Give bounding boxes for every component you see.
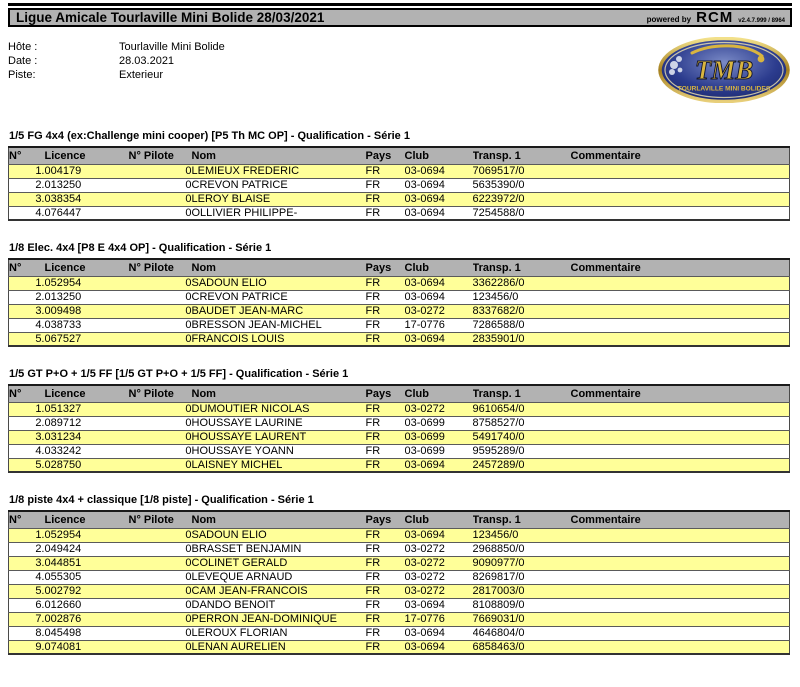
column-header-transp: Transp. 1 <box>473 259 571 276</box>
cell-transp: 2968850/0 <box>472 543 525 555</box>
cell-n: 2. <box>35 179 45 191</box>
cell-commentaire <box>571 556 790 570</box>
cell-transp: 123456/0 <box>472 529 519 541</box>
cell-licence: 051327 <box>44 403 82 415</box>
cell-n: 2. <box>35 543 45 555</box>
qualification-section <box>8 242 792 347</box>
cell-n: 3. <box>35 557 45 569</box>
host-value: Tourlaville Mini Bolide <box>119 41 225 53</box>
cell-pays: FR <box>365 543 381 555</box>
cell-commentaire <box>571 276 790 290</box>
cell-commentaire <box>571 192 790 206</box>
cell-licence: 052954 <box>44 277 82 289</box>
cell-club: 03-0699 <box>404 445 445 457</box>
cell-licence: 089712 <box>44 417 82 429</box>
logo-subtitle: TOURLAVILLE MINI BOLIDES <box>677 85 771 93</box>
top-rule <box>8 3 792 6</box>
cell-club: 03-0699 <box>404 417 445 429</box>
cell-commentaire <box>571 178 790 192</box>
cell-club: 17-0776 <box>404 319 445 331</box>
cell-licence: 044851 <box>44 557 82 569</box>
cell-pays: FR <box>365 445 381 457</box>
cell-commentaire <box>571 318 790 332</box>
cell-pilote: 0 <box>185 458 192 471</box>
cell-pays: FR <box>365 206 381 219</box>
cell-licence: 049424 <box>44 543 82 555</box>
cell-licence: 038733 <box>44 319 82 331</box>
table-row <box>9 444 790 458</box>
cell-nom: DUMOUTIER NICOLAS <box>191 403 310 415</box>
cell-n: 1. <box>35 277 45 289</box>
table-row <box>9 584 790 598</box>
cell-nom: HOUSSAYE LAURENT <box>191 431 307 443</box>
column-header-commentaire: Commentaire <box>571 147 790 164</box>
table-row <box>9 304 790 318</box>
column-header-commentaire: Commentaire <box>571 385 790 402</box>
column-header-pilote: N° Pilote <box>129 259 192 276</box>
cell-licence: 067527 <box>44 332 82 345</box>
cell-licence: 074081 <box>44 640 82 653</box>
column-header-nom: Nom <box>192 147 366 164</box>
cell-n: 4. <box>35 319 45 331</box>
cell-transp: 4646804/0 <box>472 627 525 639</box>
cell-pays: FR <box>365 277 381 289</box>
cell-nom: LENAN AURELIEN <box>191 640 286 653</box>
cell-pilote: 0 <box>185 571 192 583</box>
cell-commentaire <box>571 542 790 556</box>
cell-commentaire <box>571 402 790 416</box>
cell-nom: HOUSSAYE LAURINE <box>191 417 303 429</box>
cell-n: 4. <box>35 445 45 457</box>
cell-nom: FRANCOIS LOUIS <box>191 332 285 345</box>
cell-n: 2. <box>35 417 45 429</box>
cell-commentaire <box>571 640 790 654</box>
cell-pilote: 0 <box>185 557 192 569</box>
cell-licence: 033242 <box>44 445 82 457</box>
cell-club: 03-0272 <box>404 557 445 569</box>
cell-pilote: 0 <box>185 319 192 331</box>
cell-pays: FR <box>365 458 381 471</box>
cell-pilote: 0 <box>185 543 192 555</box>
table-row <box>9 640 790 654</box>
cell-licence: 002792 <box>44 585 82 597</box>
column-header-transp: Transp. 1 <box>473 147 571 164</box>
cell-club: 17-0776 <box>404 613 445 625</box>
entry-table <box>8 258 790 347</box>
cell-commentaire <box>571 332 790 346</box>
cell-n: 2. <box>35 291 45 303</box>
cell-transp: 7254588/0 <box>472 206 525 219</box>
cell-club: 03-0694 <box>404 291 445 303</box>
cell-transp: 9090977/0 <box>472 557 525 569</box>
column-header-pilote: N° Pilote <box>129 511 192 528</box>
logo-initials: TMB <box>694 55 754 85</box>
cell-pilote: 0 <box>185 417 192 429</box>
cell-club: 03-0272 <box>404 403 445 415</box>
column-header-club: Club <box>405 147 473 164</box>
column-header-pilote: N° Pilote <box>129 147 192 164</box>
column-header-n: N° <box>9 511 45 528</box>
powered-by-label: powered by <box>646 15 692 24</box>
cell-pilote: 0 <box>185 445 192 457</box>
column-header-nom: Nom <box>192 385 366 402</box>
cell-commentaire <box>571 206 790 220</box>
column-header-commentaire: Commentaire <box>571 259 790 276</box>
column-header-pays: Pays <box>366 147 405 164</box>
cell-commentaire <box>571 612 790 626</box>
cell-nom: LEMIEUX FREDERIC <box>191 165 300 177</box>
sections <box>8 130 792 655</box>
cell-nom: LEROY BLAISE <box>191 193 271 205</box>
table-header-row <box>9 259 790 276</box>
cell-transp: 6858463/0 <box>472 640 525 653</box>
cell-licence: 028750 <box>44 458 82 471</box>
table-row <box>9 570 790 584</box>
cell-pays: FR <box>365 599 381 611</box>
cell-n: 1. <box>35 529 45 541</box>
cell-pays: FR <box>365 319 381 331</box>
cell-pays: FR <box>365 557 381 569</box>
section-title: 1/8 Elec. 4x4 [P8 E 4x4 OP] - Qualification - Série 1 <box>9 242 272 254</box>
cell-transp: 9595289/0 <box>472 445 525 457</box>
cell-commentaire <box>571 304 790 318</box>
cell-pays: FR <box>365 165 381 177</box>
cell-pilote: 0 <box>185 403 192 415</box>
cell-licence: 045498 <box>44 627 82 639</box>
cell-n: 4. <box>35 571 45 583</box>
cell-licence: 004179 <box>44 165 82 177</box>
cell-pays: FR <box>365 431 381 443</box>
cell-pays: FR <box>365 291 381 303</box>
cell-pilote: 0 <box>185 165 192 177</box>
cell-nom: PERRON JEAN-DOMINIQUE <box>191 613 337 625</box>
cell-commentaire <box>571 528 790 542</box>
rcm-brand-logo: RCM <box>696 9 734 26</box>
cell-pilote: 0 <box>185 291 192 303</box>
table-row <box>9 164 790 178</box>
event-info-area <box>8 37 792 105</box>
cell-pilote: 0 <box>185 179 192 191</box>
column-header-club: Club <box>405 511 473 528</box>
section-title: 1/5 FG 4x4 (ex:Challenge mini cooper) [P5 Th MC OP] - Qualification - Série 1 <box>9 130 410 142</box>
cell-commentaire <box>571 290 790 304</box>
entry-table <box>8 146 790 221</box>
cell-transp: 3362286/0 <box>472 277 525 289</box>
cell-nom: BRASSET BENJAMIN <box>191 543 302 555</box>
date-label: Date : <box>8 55 38 67</box>
cell-n: 5. <box>35 585 45 597</box>
cell-n: 6. <box>35 599 45 611</box>
cell-licence: 002876 <box>44 613 82 625</box>
cell-nom: BAUDET JEAN-MARC <box>191 305 304 317</box>
table-row <box>9 556 790 570</box>
cell-commentaire <box>571 584 790 598</box>
cell-commentaire <box>571 570 790 584</box>
table-row <box>9 528 790 542</box>
event-info-list <box>8 37 225 82</box>
cell-club: 03-0694 <box>404 165 445 177</box>
cell-pays: FR <box>365 613 381 625</box>
cell-transp: 7069517/0 <box>472 165 525 177</box>
table-row <box>9 332 790 346</box>
cell-club: 03-0694 <box>404 332 445 345</box>
cell-club: 03-0694 <box>404 193 445 205</box>
table-row <box>9 612 790 626</box>
cell-pays: FR <box>365 417 381 429</box>
cell-transp: 5491740/0 <box>472 431 525 443</box>
table-row <box>9 416 790 430</box>
cell-n: 5. <box>35 332 45 345</box>
table-row <box>9 290 790 304</box>
column-header-nom: Nom <box>192 259 366 276</box>
cell-pilote: 0 <box>185 529 192 541</box>
cell-nom: LEVEQUE ARNAUD <box>191 571 293 583</box>
cell-nom: LEROUX FLORIAN <box>191 627 288 639</box>
cell-n: 1. <box>35 403 45 415</box>
column-header-club: Club <box>405 385 473 402</box>
cell-commentaire <box>571 164 790 178</box>
cell-club: 03-0694 <box>404 529 445 541</box>
cell-transp: 2817003/0 <box>472 585 525 597</box>
cell-transp: 7669031/0 <box>472 613 525 625</box>
column-header-pilote: N° Pilote <box>129 385 192 402</box>
table-header-row <box>9 385 790 402</box>
cell-n: 4. <box>35 206 45 219</box>
cell-commentaire <box>571 444 790 458</box>
section-title: 1/8 piste 4x4 + classique [1/8 piste] - Qualification - Série 1 <box>9 494 314 506</box>
column-header-pays: Pays <box>366 385 405 402</box>
table-row <box>9 206 790 220</box>
table-header-row <box>9 147 790 164</box>
cell-transp: 8337682/0 <box>472 305 525 317</box>
page-title: Ligue Amicale Tourlaville Mini Bolide 28/03/2021 <box>16 10 325 25</box>
cell-transp: 123456/0 <box>472 291 519 303</box>
column-header-n: N° <box>9 259 45 276</box>
table-row <box>9 542 790 556</box>
track-value: Exterieur <box>119 69 164 81</box>
section-title: 1/5 GT P+O + 1/5 FF [1/5 GT P+O + 1/5 FF] - Qualification - Série 1 <box>9 368 349 380</box>
cell-pilote: 0 <box>185 640 192 653</box>
club-logo <box>658 37 790 108</box>
cell-pilote: 0 <box>185 206 192 219</box>
powered-by-block <box>647 9 785 26</box>
cell-club: 03-0694 <box>404 277 445 289</box>
logo-car-wheel <box>758 56 765 63</box>
cell-transp: 2835901/0 <box>472 332 525 345</box>
cell-transp: 2457289/0 <box>472 458 525 471</box>
cell-commentaire <box>571 458 790 472</box>
cell-transp: 6223972/0 <box>472 193 525 205</box>
cell-club: 03-0694 <box>404 179 445 191</box>
cell-pilote: 0 <box>185 277 192 289</box>
cell-club: 03-0272 <box>404 571 445 583</box>
cell-nom: COLINET GERALD <box>191 557 288 569</box>
table-row <box>9 318 790 332</box>
cell-club: 03-0272 <box>404 305 445 317</box>
cell-n: 9. <box>35 640 45 653</box>
qualification-section <box>8 368 792 473</box>
cell-transp: 7286588/0 <box>472 319 525 331</box>
cell-transp: 8108809/0 <box>472 599 525 611</box>
cell-transp: 8269817/0 <box>472 571 525 583</box>
info-row-date <box>8 54 225 68</box>
table-row <box>9 178 790 192</box>
cell-transp: 8758527/0 <box>472 417 525 429</box>
cell-licence: 012660 <box>44 599 82 611</box>
column-header-transp: Transp. 1 <box>473 511 571 528</box>
host-label: Hôte : <box>8 41 38 53</box>
entry-table <box>8 510 790 655</box>
column-header-pays: Pays <box>366 511 405 528</box>
cell-nom: CREVON PATRICE <box>191 291 288 303</box>
cell-club: 03-0272 <box>404 543 445 555</box>
cell-club: 03-0694 <box>404 206 445 219</box>
cell-pays: FR <box>365 585 381 597</box>
cell-n: 1. <box>35 165 45 177</box>
info-row-host <box>8 40 225 54</box>
cell-pilote: 0 <box>185 585 192 597</box>
column-header-n: N° <box>9 147 45 164</box>
cell-club: 03-0694 <box>404 627 445 639</box>
cell-commentaire <box>571 416 790 430</box>
cell-nom: CREVON PATRICE <box>191 179 288 191</box>
cell-licence: 076447 <box>44 206 82 219</box>
cell-licence: 013250 <box>44 291 82 303</box>
column-header-n: N° <box>9 385 45 402</box>
cell-licence: 009498 <box>44 305 82 317</box>
cell-transp: 5635390/0 <box>472 179 525 191</box>
cell-pilote: 0 <box>185 332 192 345</box>
cell-pays: FR <box>365 529 381 541</box>
cell-pays: FR <box>365 179 381 191</box>
cell-pays: FR <box>365 193 381 205</box>
qualification-section <box>8 494 792 655</box>
table-row <box>9 402 790 416</box>
table-row <box>9 430 790 444</box>
column-header-licence: Licence <box>45 385 129 402</box>
track-label: Piste: <box>8 69 36 81</box>
column-header-transp: Transp. 1 <box>473 385 571 402</box>
cell-pilote: 0 <box>185 193 192 205</box>
cell-transp: 9610654/0 <box>472 403 525 415</box>
cell-n: 3. <box>35 431 45 443</box>
cell-nom: DANDO BENOIT <box>191 599 276 611</box>
column-header-commentaire: Commentaire <box>571 511 790 528</box>
column-header-licence: Licence <box>45 147 129 164</box>
cell-pilote: 0 <box>185 431 192 443</box>
table-row <box>9 626 790 640</box>
cell-licence: 013250 <box>44 179 82 191</box>
cell-nom: BRESSON JEAN-MICHEL <box>191 319 322 331</box>
cell-pays: FR <box>365 627 381 639</box>
cell-n: 3. <box>35 305 45 317</box>
club-logo-image <box>658 37 790 103</box>
cell-pilote: 0 <box>185 305 192 317</box>
cell-nom: SADOUN ELIO <box>191 277 267 289</box>
cell-n: 7. <box>35 613 45 625</box>
column-header-licence: Licence <box>45 511 129 528</box>
cell-licence: 038354 <box>44 193 82 205</box>
column-header-licence: Licence <box>45 259 129 276</box>
table-row <box>9 458 790 472</box>
cell-n: 5. <box>35 458 45 471</box>
table-header-row <box>9 511 790 528</box>
cell-nom: HOUSSAYE YOANN <box>191 445 294 457</box>
cell-nom: CAM JEAN-FRANCOIS <box>191 585 308 597</box>
cell-nom: SADOUN ELIO <box>191 529 267 541</box>
cell-licence: 052954 <box>44 529 82 541</box>
cell-commentaire <box>571 598 790 612</box>
cell-pays: FR <box>365 571 381 583</box>
cell-n: 3. <box>35 193 45 205</box>
cell-nom: LAISNEY MICHEL <box>191 458 283 471</box>
cell-club: 03-0694 <box>404 640 445 653</box>
entry-table <box>8 384 790 473</box>
table-row <box>9 598 790 612</box>
cell-club: 03-0272 <box>404 585 445 597</box>
column-header-club: Club <box>405 259 473 276</box>
column-header-nom: Nom <box>192 511 366 528</box>
column-header-pays: Pays <box>366 259 405 276</box>
software-version: v2.4.7.999 / 8964 <box>738 18 785 24</box>
title-bar <box>8 8 792 27</box>
cell-pays: FR <box>365 332 381 345</box>
cell-commentaire <box>571 430 790 444</box>
cell-licence: 055305 <box>44 571 82 583</box>
cell-club: 03-0699 <box>404 431 445 443</box>
cell-n: 8. <box>35 627 45 639</box>
table-row <box>9 276 790 290</box>
table-row <box>9 192 790 206</box>
date-value: 28.03.2021 <box>119 55 175 67</box>
cell-club: 03-0694 <box>404 458 445 471</box>
cell-pilote: 0 <box>185 627 192 639</box>
info-row-track <box>8 68 225 82</box>
qualification-section <box>8 130 792 221</box>
cell-commentaire <box>571 626 790 640</box>
cell-nom: OLLIVIER PHILIPPE- <box>191 206 298 219</box>
cell-licence: 031234 <box>44 431 82 443</box>
cell-pays: FR <box>365 640 381 653</box>
cell-pays: FR <box>365 403 381 415</box>
cell-pilote: 0 <box>185 599 192 611</box>
cell-club: 03-0694 <box>404 599 445 611</box>
cell-pilote: 0 <box>185 613 192 625</box>
cell-pays: FR <box>365 305 381 317</box>
